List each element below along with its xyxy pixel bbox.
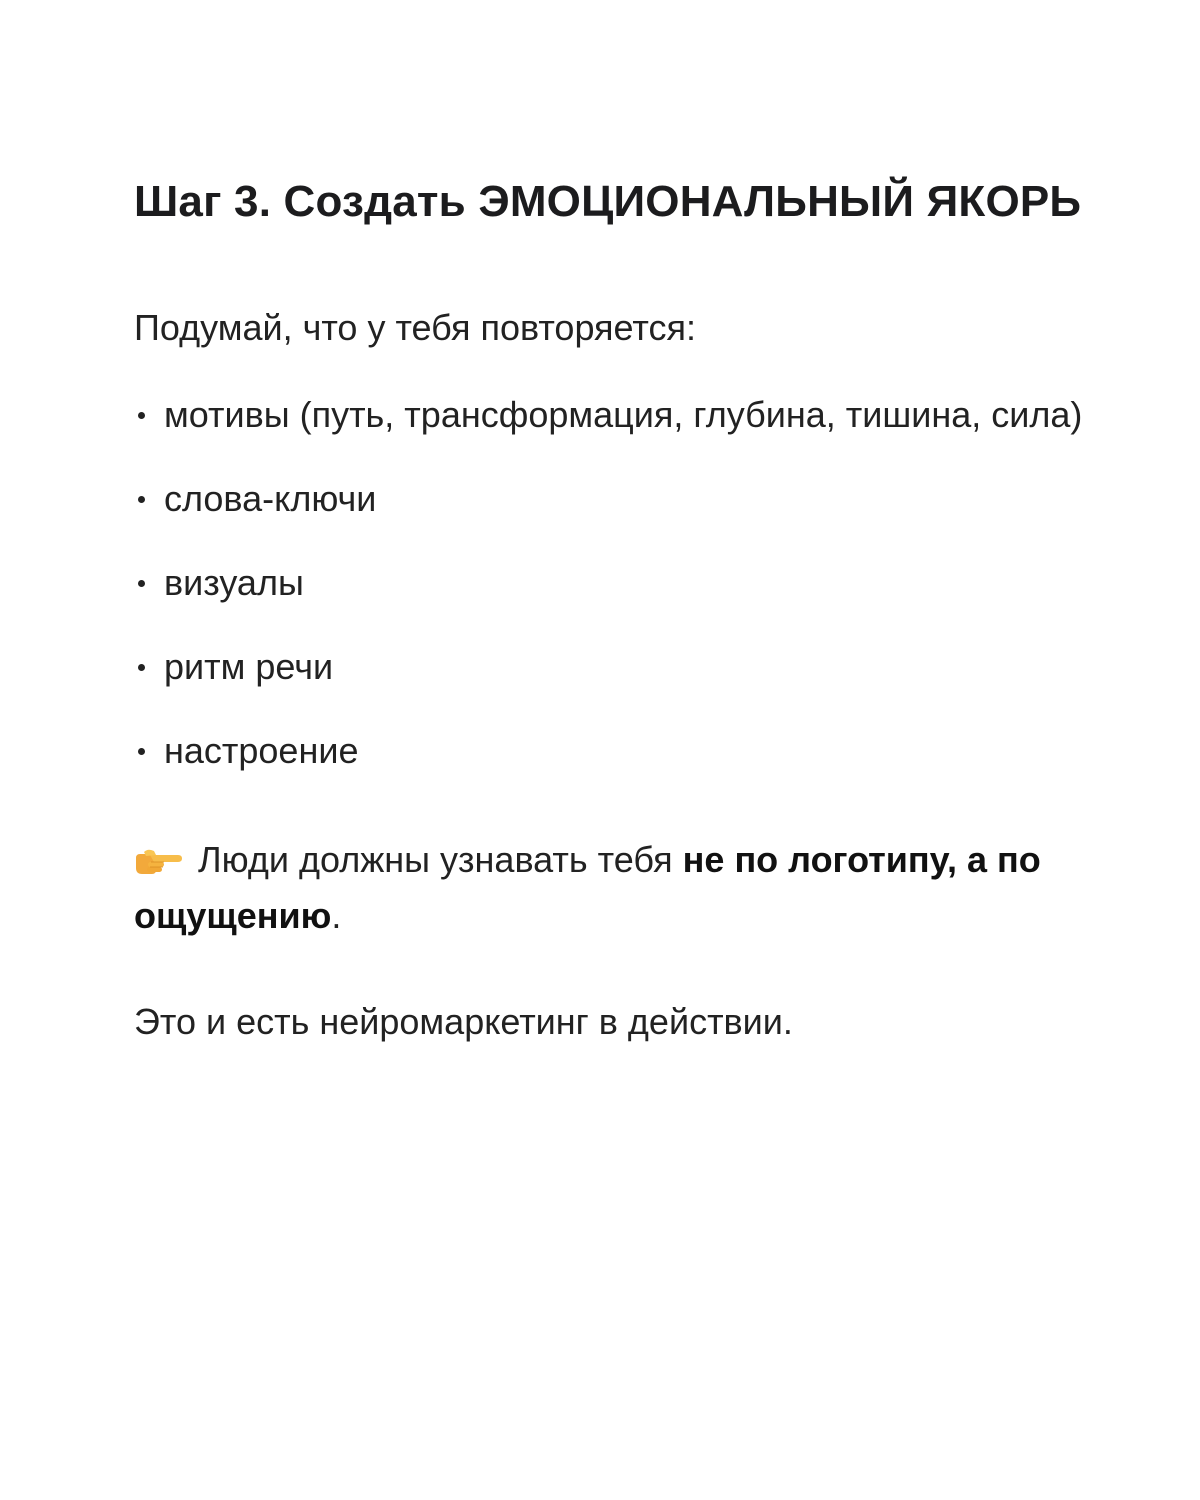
bullet-dot-icon	[138, 664, 145, 671]
list-item-text: визуалы	[164, 562, 304, 603]
bullet-dot-icon	[138, 580, 145, 587]
bullet-dot-icon	[138, 748, 145, 755]
callout-text	[134, 832, 1094, 944]
list-item	[134, 472, 1094, 526]
callout-bold-text: не по логотипу, а по ощущению	[134, 839, 1041, 936]
bullet-dot-icon	[138, 412, 145, 419]
list-item-text: настроение	[164, 730, 359, 771]
list-item	[134, 556, 1094, 610]
bullet-list	[134, 388, 1094, 778]
list-item-text: ритм речи	[164, 646, 334, 687]
list-item	[134, 388, 1094, 442]
outro-text: Это и есть нейромаркетинг в действии.	[134, 1001, 793, 1042]
intro-text: Подумай, что у тебя повторяется:	[134, 307, 696, 348]
page-title: Шаг 3. Создать ЭМОЦИОНАЛЬНЫЙ ЯКОРЬ	[134, 177, 1082, 226]
list-item	[134, 640, 1094, 694]
list-item-text: мотивы (путь, трансформация, глубина, тишина, сила)	[164, 394, 1083, 435]
list-item-text: слова-ключи	[164, 478, 377, 519]
list-item	[134, 724, 1094, 778]
callout-end-text: .	[331, 895, 342, 936]
bullet-dot-icon	[138, 496, 145, 503]
callout-regular-text: Люди должны узнавать тебя	[198, 839, 683, 880]
content-page	[134, 170, 1094, 1048]
pointing-right-hand-icon	[134, 846, 184, 876]
